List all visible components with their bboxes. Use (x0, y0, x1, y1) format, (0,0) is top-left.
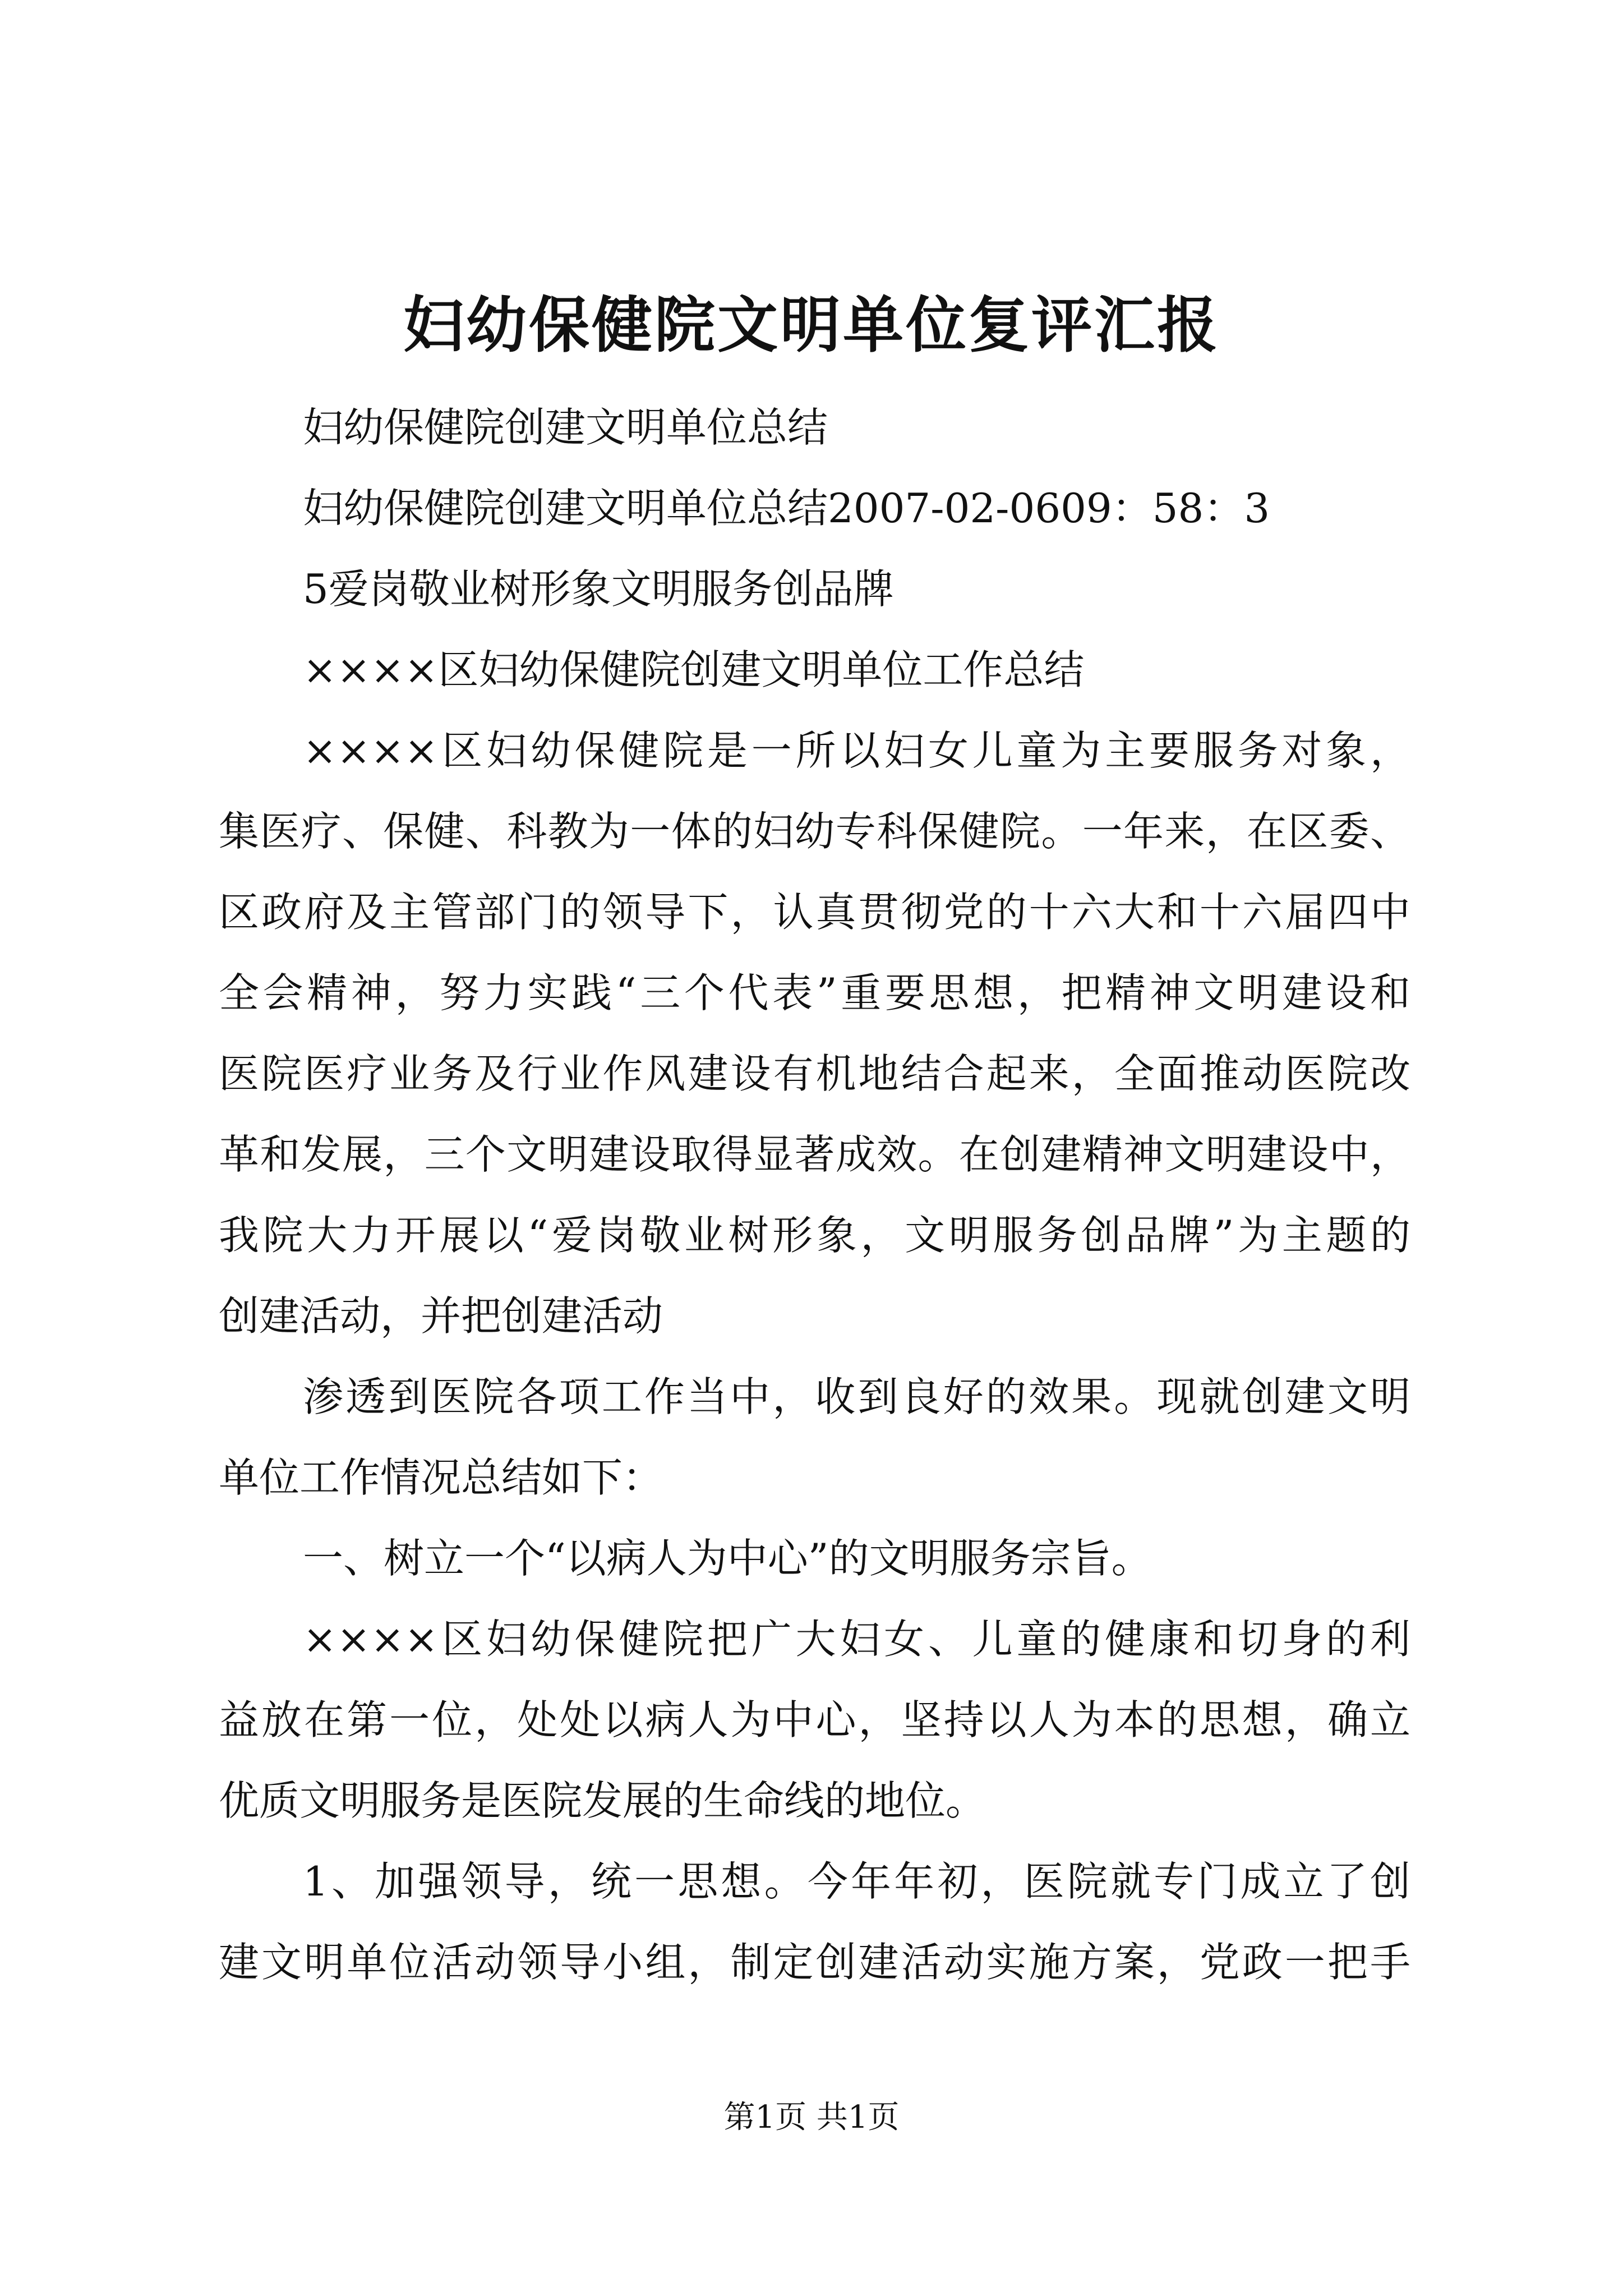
text-line: 单位工作情况总结如下： (219, 1454, 663, 1501)
text-line: 全会精神，努力实践“三个代表”重要思想，把精神文明建设和 (219, 969, 1410, 1016)
text-line: 妇幼保健院创建文明单位总结 (303, 404, 828, 451)
text-line: 我院大力开展以“爱岗敬业树形象，文明服务创品牌”为主题的 (219, 1212, 1410, 1259)
text-line: 妇幼保健院创建文明单位总结2007-02-0609：58：3 (303, 485, 1270, 532)
text-line: 医院医疗业务及行业作风建设有机地结合起来，全面推动医院改 (219, 1050, 1410, 1097)
text-line: 创建活动，并把创建活动 (219, 1292, 663, 1340)
document-body (219, 387, 1410, 2003)
text-line: 1、加强领导，统一思想。今年年初，医院就专门成立了创 (303, 1858, 1410, 1905)
text-line: 益放在第一位，处处以病人为中心，坚持以人为本的思想，确立 (219, 1696, 1410, 1743)
text-line: 渗透到医院各项工作当中，收到良好的效果。现就创建文明 (303, 1373, 1410, 1420)
text-line: 革和发展，三个文明建设取得显著成效。在创建精神文明建设中， (219, 1131, 1410, 1178)
document-title: 妇幼保健院文明单位复评汇报 (403, 290, 1220, 361)
text-line: 集医疗、保健、科教为一体的妇幼专科保健院。一年来，在区委、 (219, 808, 1410, 855)
text-line: 优质文明服务是医院发展的生命线的地位。 (219, 1777, 986, 1824)
text-line: 5爱岗敬业树形象文明服务创品牌 (303, 565, 894, 613)
text-line: ××××区妇幼保健院把广大妇女、儿童的健康和切身的利 (303, 1616, 1410, 1663)
text-line: 建文明单位活动领导小组，制定创建活动实施方案，党政一把手 (219, 1939, 1410, 1986)
text-line: 一、树立一个“以病人为中心”的文明服务宗旨。 (303, 1535, 1152, 1582)
text-line: ××××区妇幼保健院是一所以妇女儿童为主要服务对象， (303, 727, 1410, 774)
text-line: ××××区妇幼保健院创建文明单位工作总结 (303, 646, 1085, 693)
text-line: 区政府及主管部门的领导下，认真贯彻党的十六大和十六届四中 (219, 889, 1410, 936)
page-number-footer: 第1页 共1页 (723, 2099, 900, 2136)
